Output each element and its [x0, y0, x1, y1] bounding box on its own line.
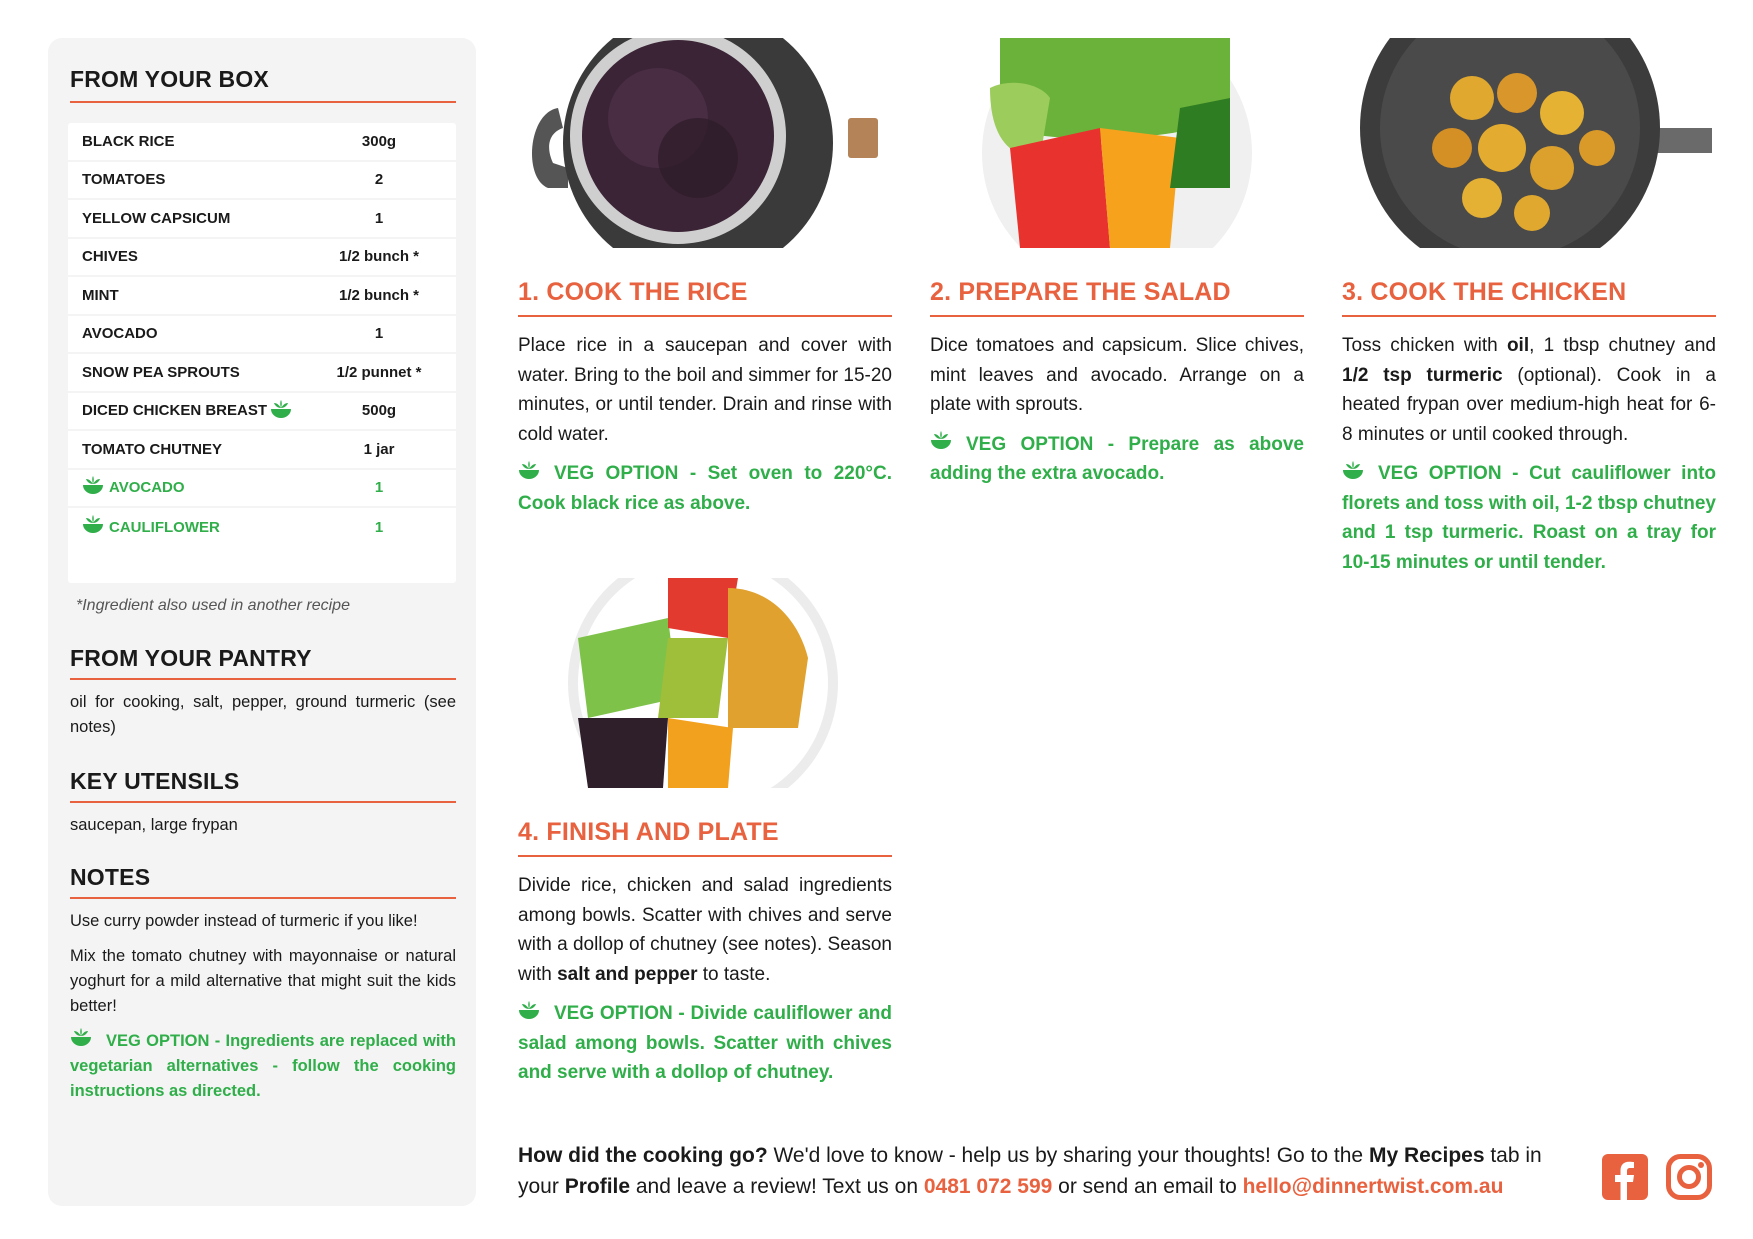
phone-link[interactable]: 0481 072 599 [923, 1175, 1053, 1198]
step-4-veg-text: VEG OPTION - Divide cauliflower and salad among bowls. Scatter with chives and serve with a dollop of chutney. [518, 1003, 892, 1083]
notes-paragraph: Mix the tomato chutney with mayonnaise or natural yoghurt for a mild alternative that might suit the kids better! [70, 946, 456, 1015]
notes-heading: NOTES [70, 864, 456, 899]
step-4-body [518, 871, 892, 989]
ingredient-name: BLACK RICE [82, 132, 175, 150]
veg-bowl-icon [518, 1000, 540, 1020]
utensils-section [68, 768, 456, 838]
ingredient-qty: 1 [374, 479, 384, 497]
ingredient-row [68, 354, 456, 393]
notes-section [68, 864, 456, 1104]
ingredient-row [68, 239, 456, 278]
ingredient-name: SNOW PEA SPROUTS [82, 363, 240, 381]
step-4-body-text: Divide rice, chicken and salad ingredients among bowls. Scatter with chives and serve with a dollop of chutney (see notes). Season with [518, 875, 892, 985]
ingredient-name: TOMATO CHUTNEY [82, 440, 223, 458]
pantry-section [68, 645, 456, 740]
veg-bowl-icon [70, 1027, 92, 1047]
veg-bowl-icon [82, 514, 104, 534]
ingredient-qty: 500g [361, 402, 397, 420]
step-4-image [518, 578, 892, 788]
ingredient-name: AVOCADO [82, 325, 158, 343]
step-3-image [1342, 38, 1716, 248]
ingredient-row [68, 123, 456, 162]
ingredient-name: YELLOW CAPSICUM [82, 209, 231, 227]
ingredient-row-veg [68, 470, 456, 509]
step-1-veg-text: VEG OPTION - Set oven to 220°C. Cook black rice as above. [518, 463, 892, 514]
ingredient-qty: 1 [374, 518, 384, 536]
step-3-body [1342, 331, 1716, 449]
step-1-title: 1. COOK THE RICE [518, 278, 892, 317]
ingredient-row [68, 200, 456, 239]
ingredient-row [68, 393, 456, 432]
step-4-body-bold: salt and pepper [557, 963, 698, 985]
feedback-text-4: or send an email to [1052, 1175, 1243, 1198]
instagram-icon[interactable] [1666, 1154, 1712, 1200]
ingredient-row [68, 316, 456, 355]
my-recipes-label: My Recipes [1368, 1144, 1485, 1167]
ingredient-qty: 1/2 bunch * [338, 286, 420, 304]
step-3-body-bold: oil [1506, 335, 1530, 356]
step-3-veg-option [1342, 459, 1716, 577]
notes-paragraph: Use curry powder instead of turmeric if you like! [70, 911, 418, 930]
feedback-text [518, 1140, 1578, 1202]
ingredient-name-text: CAULIFLOWER [109, 518, 220, 536]
ingredient-name: CHIVES [82, 248, 138, 266]
ingredient-name-text: DICED CHICKEN BREAST [82, 402, 268, 420]
email-link[interactable]: hello@dinnertwist.com.au [1242, 1175, 1504, 1198]
step-3 [1342, 38, 1716, 577]
ingredient-name: MINT [82, 286, 119, 304]
pantry-text: oil for cooking, salt, pepper, ground turmeric (see notes) [70, 692, 456, 736]
step-2-image [930, 38, 1304, 248]
feedback-question: How did the cooking go? [518, 1144, 768, 1167]
step-1-image [518, 38, 892, 248]
step-2-veg-text: VEG OPTION - Prepare as above adding the extra avocado. [930, 433, 1304, 484]
feedback-text-1: We'd love to know - help us by sharing your thoughts! Go to the [767, 1144, 1369, 1167]
ingredient-name [82, 479, 332, 496]
sidebar-panel [48, 38, 476, 1206]
step-2-veg-option [930, 430, 1304, 489]
step-2 [930, 38, 1304, 489]
step-3-veg-text: VEG OPTION - Cut cauliflower into florets and toss with oil, 1-2 tbsp chutney and 1 tsp turmeric. Roast on a tray for 10-15 minutes or until tender. [1342, 463, 1716, 573]
ingredient-name: TOMATOES [82, 171, 166, 189]
step-1-body: Place rice in a saucepan and cover with water. Bring to the boil and simmer for 15-20 minutes, or until tender. Drain and rinse with cold water. [518, 335, 892, 445]
feedback-text-2: tab in your [518, 1144, 1542, 1198]
ingredient-row [68, 277, 456, 316]
step-4 [518, 578, 892, 1088]
veg-bowl-icon [518, 460, 540, 480]
step-4-body-text: to taste. [697, 963, 771, 985]
profile-label: Profile [564, 1175, 631, 1198]
step-3-body-text: Toss chicken with [1342, 335, 1507, 356]
feedback-text-3: and leave a review! Text us on [630, 1175, 924, 1198]
notes-veg-option [68, 1029, 456, 1104]
ingredient-qty: 300g [361, 132, 397, 150]
utensils-text: saucepan, large frypan [70, 815, 238, 834]
ingredient-name-text: AVOCADO [109, 479, 185, 497]
ingredient-name [82, 402, 332, 419]
veg-bowl-icon [930, 430, 952, 450]
ingredient-qty: 1/2 bunch * [338, 248, 420, 266]
step-3-body-text: (optional). Cook in a heated frypan over medium-high heat for 6-8 minutes or until cooked through. [1342, 364, 1716, 445]
ingredient-row [68, 431, 456, 470]
notes-veg-text: VEG OPTION - Ingredients are replaced with vegetarian alternatives - follow the cooking instructions as directed. [70, 1031, 456, 1100]
step-2-title: 2. PREPARE THE SALAD [930, 278, 1304, 317]
ingredient-row [68, 162, 456, 201]
ingredient-qty: 1/2 punnet * [336, 363, 422, 381]
from-box-heading: FROM YOUR BOX [70, 66, 456, 103]
veg-bowl-icon [82, 475, 104, 495]
step-3-body-text: , 1 tbsp chutney and [1529, 335, 1716, 356]
ingredient-name [82, 519, 332, 536]
step-3-body-bold: 1/2 tsp turmeric [1342, 364, 1503, 386]
veg-bowl-icon [270, 399, 292, 419]
ingredient-qty: 1 [374, 325, 384, 343]
utensils-heading: KEY UTENSILS [70, 768, 456, 803]
ingredient-qty: 1 jar [363, 440, 395, 458]
step-1-veg-option [518, 459, 892, 518]
ingredients-table [68, 123, 456, 583]
ingredient-qty: 1 [374, 209, 384, 227]
ingredient-qty: 2 [374, 171, 384, 189]
step-4-veg-option [518, 999, 892, 1088]
step-2-body: Dice tomatoes and capsicum. Slice chives, mint leaves and avocado. Arrange on a plate with sprouts. [930, 335, 1304, 415]
pantry-heading: FROM YOUR PANTRY [70, 645, 456, 680]
ingredient-footnote: *Ingredient also used in another recipe [76, 596, 350, 614]
facebook-icon[interactable] [1602, 1154, 1648, 1200]
step-4-title: 4. FINISH AND PLATE [518, 818, 892, 857]
step-3-title: 3. COOK THE CHICKEN [1342, 278, 1716, 317]
step-1 [518, 38, 892, 518]
veg-bowl-icon [1342, 460, 1364, 480]
ingredient-row-veg [68, 508, 456, 547]
